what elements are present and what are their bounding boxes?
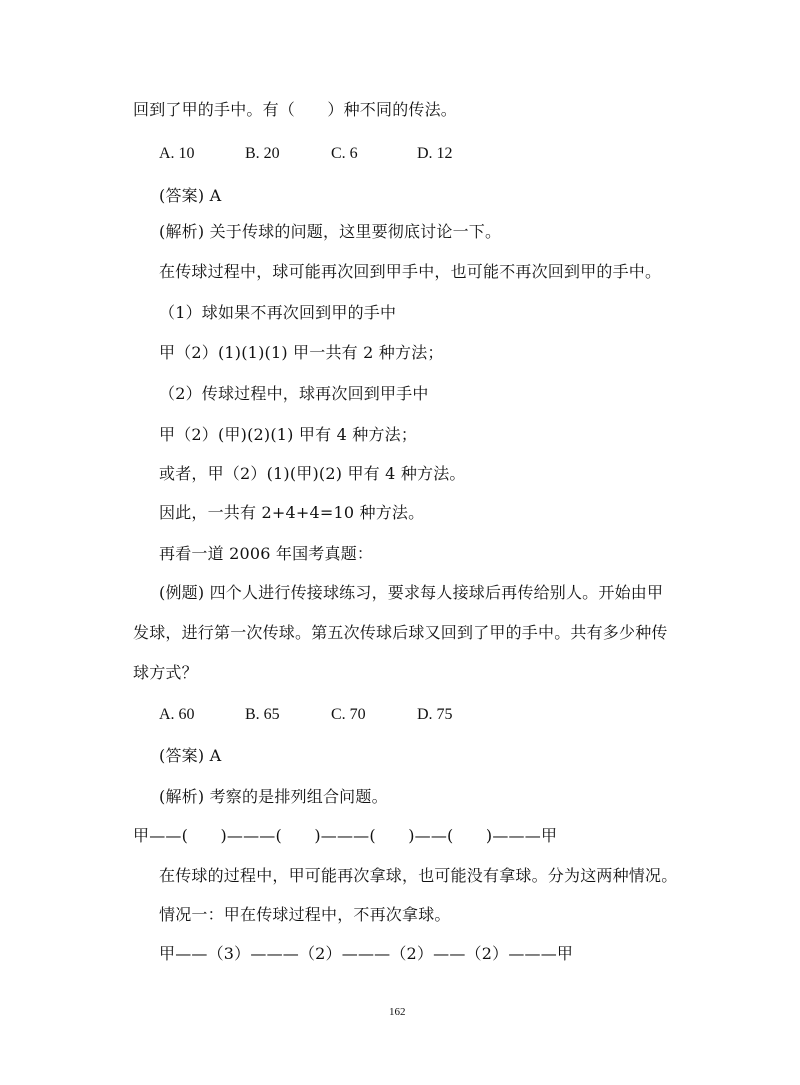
option-a: A. 60 — [159, 706, 195, 723]
case-one-diagram-line: 甲——（3）———（2）———（2）——（2）———甲 — [159, 944, 574, 963]
text-line-18: 在传球的过程中，甲可能再次拿球，也可能没有拿球。分为这两种情况。 — [159, 866, 678, 885]
text-line-11: 再看一道 2006 年国考真题： — [159, 544, 374, 563]
option-b: B. 20 — [245, 145, 280, 162]
answer-line-2: (答案) A — [159, 746, 222, 765]
example-line-1: (例题) 四个人进行传接球练习，要求每人接球后再传给别人。开始由甲 — [159, 583, 664, 602]
case-one-heading: 情况一：甲在传球过程中，不再次拿球。 — [159, 905, 451, 924]
text-line-8: 甲（2）(甲)(2)(1) 甲有 4 种方法； — [159, 425, 418, 444]
option-b: B. 65 — [245, 706, 280, 723]
answer-options-1 — [159, 144, 503, 164]
answer-options-2 — [159, 705, 503, 725]
answer-line-1: (答案) A — [159, 186, 222, 205]
text-line-6: 甲（2）(1)(1)(1) 甲一共有 2 种方法； — [159, 343, 444, 362]
option-d: D. 12 — [417, 145, 453, 162]
analysis-line-2: (解析) 考察的是排列组合问题。 — [159, 787, 388, 806]
option-c: C. 6 — [331, 145, 358, 162]
option-c: C. 70 — [331, 706, 366, 723]
case-heading-1: （1）球如果不再次回到甲的手中 — [159, 303, 397, 322]
example-line-2: 发球，进行第一次传球。第五次传球后球又回到了甲的手中。共有多少种传 — [133, 623, 668, 642]
text-line-4: 在传球过程中，球可能再次回到甲手中，也可能不再次回到甲的手中。 — [159, 262, 662, 281]
example-line-3: 球方式？ — [133, 663, 198, 682]
text-line-10: 因此，一共有 2+4+4=10 种方法。 — [159, 503, 425, 522]
page-number: 162 — [389, 1006, 406, 1018]
text-line-9: 或者，甲（2）(1)(甲)(2) 甲有 4 种方法。 — [159, 464, 466, 483]
text-line-1: 回到了甲的手中。有（ ）种不同的传法。 — [133, 100, 458, 119]
analysis-line-1: (解析) 关于传球的问题，这里要彻底讨论一下。 — [159, 222, 502, 241]
case-heading-2: （2）传球过程中，球再次回到甲手中 — [159, 384, 429, 403]
option-d: D. 75 — [417, 706, 453, 723]
passing-diagram-line: 甲——( )———( )———( )——( )———甲 — [133, 826, 558, 845]
option-a: A. 10 — [159, 145, 195, 162]
